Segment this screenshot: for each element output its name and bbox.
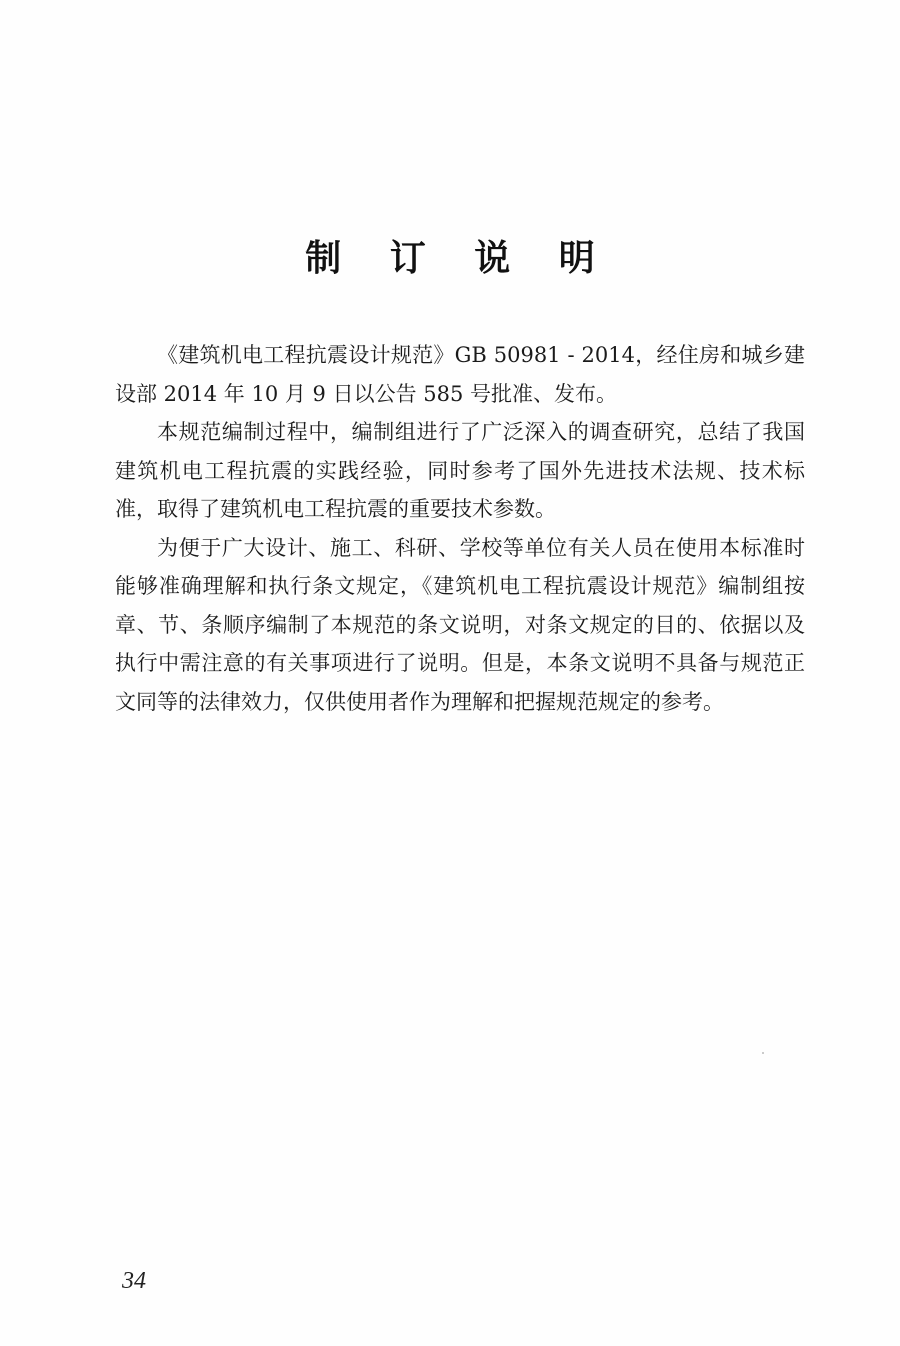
paragraph-approval: 《建筑机电工程抗震设计规范》GB 50981 - 2014，经住房和城乡建设部 2014 年 10 月 9 日以公告 585 号批准、发布。 [115, 343, 805, 406]
paragraph-purpose: 为便于广大设计、施工、科研、学校等单位有关人员在使用本标准时能够准确理解和执行条文规定，《建筑机电工程抗震设计规范》编制组按章、节、条顺序编制了本规范的条文说明，对条文规定的目的、依据以及执行中需注意的有关事项进行了说明。但是，本条文说明不具备与规范正文同等的法律效力，仅供使用者作为理解和把握规范规定的参考。 [115, 535, 805, 714]
paragraph-compilation: 本规范编制过程中，编制组进行了广泛深入的调查研究，总结了我国建筑机电工程抗震的实践经验，同时参考了国外先进技术法规、技术标准，取得了建筑机电工程抗震的重要技术参数。 [115, 420, 805, 521]
page-title: 制 订 说 明 [305, 238, 613, 279]
scan-speck [762, 1052, 764, 1054]
page-number: 34 [122, 1268, 146, 1294]
body-text [115, 336, 805, 721]
